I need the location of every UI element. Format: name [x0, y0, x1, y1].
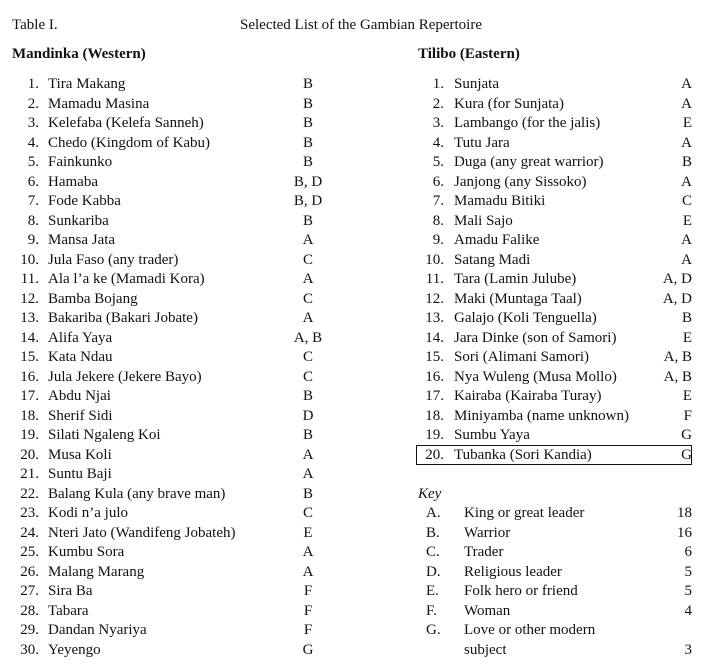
- list-item: [418, 134, 692, 154]
- key-section: [418, 484, 692, 660]
- item-name: Jula Jekere (Jekere Bayo): [48, 368, 202, 385]
- list-item: [418, 407, 692, 427]
- key-letter: B.: [426, 524, 440, 541]
- key-count: 18: [677, 505, 692, 521]
- item-name: Suntu Baji: [48, 466, 112, 482]
- item-number: 7.: [432, 193, 444, 209]
- item-category: B: [681, 154, 692, 170]
- item-name: Fainkunko: [48, 154, 113, 170]
- list-item: [418, 446, 692, 466]
- item-category: A: [302, 232, 314, 248]
- item-number: 19.: [425, 427, 444, 443]
- item-number: 4.: [432, 134, 444, 151]
- key-label: Love or other modern subject: [464, 622, 596, 658]
- item-number: 2.: [27, 95, 39, 112]
- list-item: [12, 641, 322, 661]
- item-category: A, B: [663, 349, 692, 365]
- list-item: [12, 309, 322, 329]
- item-category: B: [302, 134, 313, 151]
- item-name: Tabara: [48, 602, 89, 619]
- item-name: Musa Koli: [48, 446, 112, 463]
- list-item: [418, 309, 692, 329]
- item-number: 11.: [425, 271, 444, 287]
- item-name: Dandan Nyariya: [48, 622, 147, 638]
- list-item: [12, 465, 322, 485]
- item-category: B: [302, 212, 313, 229]
- item-number: 3.: [432, 115, 444, 131]
- item-category: F: [683, 407, 692, 424]
- list-item: [12, 270, 322, 290]
- item-name: Bakariba (Bakari Jobate): [48, 310, 198, 326]
- item-number: 6.: [27, 173, 39, 190]
- mandinka-column: [12, 45, 322, 660]
- item-category: B: [302, 388, 313, 404]
- item-number: 22.: [20, 485, 39, 502]
- item-name: Tubanka (Sori Kandia): [454, 446, 592, 463]
- item-number: 18.: [425, 407, 444, 424]
- list-item: [12, 387, 322, 407]
- list-item: [12, 621, 322, 641]
- key-letter: E.: [426, 583, 439, 599]
- key-item: [418, 563, 692, 583]
- item-name: Amadu Falike: [454, 232, 540, 248]
- item-number: 16.: [20, 368, 39, 385]
- item-number: 11.: [20, 271, 39, 287]
- item-name: Tutu Jara: [454, 134, 510, 151]
- item-number: 4.: [27, 134, 39, 151]
- list-item: [12, 485, 322, 505]
- item-category: C: [302, 290, 313, 307]
- key-count: 5: [684, 583, 692, 599]
- list-item: [12, 504, 322, 524]
- item-name: Bamba Bojang: [48, 290, 138, 307]
- item-number: 13.: [425, 310, 444, 326]
- list-item: [12, 231, 322, 251]
- item-name: Jula Faso (any trader): [48, 251, 179, 268]
- mandinka-list: [12, 75, 322, 660]
- item-number: 21.: [20, 466, 39, 482]
- item-number: 20.: [20, 446, 39, 463]
- item-number: 10.: [20, 251, 39, 268]
- item-name: Malang Marang: [48, 563, 145, 580]
- item-category: A: [302, 446, 314, 463]
- key-count: 3: [684, 641, 692, 658]
- item-name: Chedo (Kingdom of Kabu): [48, 134, 211, 151]
- key-count: 5: [684, 563, 692, 580]
- item-number: 14.: [20, 329, 39, 346]
- item-number: 15.: [425, 349, 444, 365]
- item-number: 15.: [20, 349, 39, 365]
- item-category: C: [302, 505, 313, 521]
- item-name: Kairaba (Kairaba Turay): [454, 388, 602, 404]
- table-number: Table I.: [12, 17, 58, 33]
- item-name: Sherif Sidi: [48, 407, 113, 424]
- item-number: 30.: [20, 641, 39, 658]
- item-category: A: [302, 544, 314, 560]
- list-item: [12, 329, 322, 349]
- mandinka-heading: Mandinka (Western): [12, 46, 146, 62]
- list-item: [12, 426, 322, 446]
- item-number: 19.: [20, 427, 39, 443]
- list-item: [12, 75, 322, 95]
- list-item: [418, 95, 692, 115]
- item-number: 26.: [20, 563, 39, 580]
- item-category: A: [681, 232, 692, 248]
- item-category: G: [302, 641, 314, 658]
- item-name: Miniyamba (name unknown): [454, 407, 629, 424]
- item-category: G: [681, 427, 692, 443]
- item-category: D: [302, 407, 314, 424]
- item-category: B: [302, 76, 313, 92]
- list-item: [418, 173, 692, 193]
- list-item: [12, 153, 322, 173]
- list-item: [12, 114, 322, 134]
- key-letter: A.: [426, 505, 441, 521]
- key-label: Trader: [464, 544, 504, 560]
- key-item: [418, 621, 692, 660]
- item-category: A: [681, 95, 692, 112]
- list-item: [418, 153, 692, 173]
- item-category: G: [681, 446, 692, 463]
- list-item: [418, 290, 692, 310]
- item-name: Kelefaba (Kelefa Sanneh): [48, 115, 204, 131]
- item-category: E: [303, 524, 313, 541]
- item-name: Tara (Lamin Julube): [454, 271, 577, 287]
- item-category: A: [681, 134, 692, 151]
- item-category: C: [681, 193, 692, 209]
- list-item: [12, 543, 322, 563]
- item-number: 5.: [432, 154, 444, 170]
- list-item: [12, 95, 322, 115]
- list-item: [418, 387, 692, 407]
- key-item: [418, 524, 692, 544]
- list-item: [12, 368, 322, 388]
- item-name: Mali Sajo: [454, 212, 513, 229]
- item-category: E: [682, 388, 692, 404]
- item-name: Galajo (Koli Tenguella): [454, 310, 597, 326]
- key-letter: D.: [426, 563, 441, 580]
- list-item: [418, 348, 692, 368]
- item-name: Sira Ba: [48, 583, 93, 599]
- item-name: Mamadu Bitiki: [454, 193, 546, 209]
- item-name: Balang Kula (any brave man): [48, 485, 226, 502]
- item-number: 1.: [432, 76, 444, 92]
- item-name: Lambango (for the jalis): [454, 115, 601, 131]
- item-number: 3.: [27, 115, 39, 131]
- item-name: Tira Makang: [48, 76, 126, 92]
- item-number: 10.: [425, 251, 444, 268]
- item-number: 9.: [432, 232, 444, 248]
- item-number: 27.: [20, 583, 39, 599]
- key-label: Folk hero or friend: [464, 583, 578, 599]
- item-name: Sunjata: [454, 76, 499, 92]
- item-number: 24.: [20, 524, 39, 541]
- list-item: [12, 407, 322, 427]
- item-number: 2.: [432, 95, 444, 112]
- key-letter: C.: [426, 544, 440, 560]
- key-label: Warrior: [464, 524, 511, 541]
- item-category: B: [302, 115, 313, 131]
- item-number: 28.: [20, 602, 39, 619]
- item-category: A: [681, 251, 692, 268]
- key-count: 4: [684, 602, 692, 619]
- list-item: [12, 134, 322, 154]
- item-name: Kata Ndau: [48, 349, 113, 365]
- item-category: B: [302, 427, 313, 443]
- item-number: 17.: [425, 388, 444, 404]
- item-category: A, D: [662, 290, 692, 307]
- item-category: C: [302, 251, 313, 268]
- item-name: Kodi n’a julo: [48, 505, 128, 521]
- item-name: Kura (for Sunjata): [454, 95, 564, 112]
- item-category: A: [302, 563, 314, 580]
- item-category: F: [303, 583, 313, 599]
- item-category: A: [681, 76, 692, 92]
- key-letter: F.: [426, 602, 437, 619]
- list-item: [12, 582, 322, 602]
- item-category: C: [302, 368, 313, 385]
- item-name: Kumbu Sora: [48, 544, 125, 560]
- item-category: A, B: [293, 329, 323, 346]
- item-number: 16.: [425, 368, 444, 385]
- list-item: [12, 348, 322, 368]
- list-item: [418, 114, 692, 134]
- table-title: Selected List of the Gambian Repertoire: [240, 17, 482, 33]
- item-number: 9.: [27, 232, 39, 248]
- tilibo-heading: Tilibo (Eastern): [418, 46, 520, 62]
- item-category: B: [302, 154, 313, 170]
- item-name: Satang Madi: [454, 251, 531, 268]
- item-number: 17.: [20, 388, 39, 404]
- list-item: [418, 368, 692, 388]
- list-item: [418, 426, 692, 446]
- item-name: Duga (any great warrior): [454, 154, 604, 170]
- list-item: [12, 563, 322, 583]
- list-item: [12, 446, 322, 466]
- item-name: Sori (Alimani Samori): [454, 349, 589, 365]
- item-category: A, D: [662, 271, 692, 287]
- item-category: A: [302, 466, 314, 482]
- item-number: 12.: [20, 290, 39, 307]
- item-number: 25.: [20, 544, 39, 560]
- list-item: [12, 212, 322, 232]
- key-label: King or great leader: [464, 505, 585, 521]
- key-letter: G.: [426, 622, 441, 638]
- item-name: Hamaba: [48, 173, 98, 190]
- item-number: 14.: [425, 329, 444, 346]
- item-name: Sumbu Yaya: [454, 427, 530, 443]
- tilibo-column: [418, 45, 692, 465]
- list-item: [12, 192, 322, 212]
- item-name: Maki (Muntaga Taal): [454, 290, 582, 307]
- key-count: 6: [684, 544, 692, 560]
- item-category: C: [302, 349, 313, 365]
- item-name: Fode Kabba: [48, 193, 121, 209]
- item-name: Yeyengo: [48, 641, 101, 658]
- item-number: 29.: [20, 622, 39, 638]
- item-category: F: [303, 622, 313, 638]
- list-item: [418, 251, 692, 271]
- key-count: 16: [677, 524, 692, 541]
- key-item: [418, 504, 692, 524]
- item-category: B: [681, 310, 692, 326]
- list-item: [418, 329, 692, 349]
- list-item: [418, 270, 692, 290]
- item-number: 23.: [20, 505, 39, 521]
- list-item: [418, 75, 692, 95]
- item-category: B: [302, 485, 313, 502]
- item-category: F: [303, 602, 313, 619]
- key-label: Religious leader: [464, 563, 562, 580]
- list-item: [418, 212, 692, 232]
- item-name: Janjong (any Sissoko): [454, 173, 587, 190]
- item-number: 7.: [27, 193, 39, 209]
- list-item: [418, 231, 692, 251]
- item-name: Abdu Njai: [48, 388, 111, 404]
- item-category: B, D: [293, 193, 323, 209]
- item-number: 13.: [20, 310, 39, 326]
- item-category: E: [682, 329, 692, 346]
- item-number: 6.: [432, 173, 444, 190]
- item-category: E: [682, 212, 692, 229]
- item-number: 20.: [425, 446, 444, 463]
- item-name: Nya Wuleng (Musa Mollo): [454, 368, 617, 385]
- key-item: [418, 602, 692, 622]
- list-item: [12, 290, 322, 310]
- key-heading: Key: [418, 486, 442, 502]
- item-number: 5.: [27, 154, 39, 170]
- item-name: Sunkariba: [48, 212, 109, 229]
- item-number: 1.: [27, 76, 39, 92]
- list-item: [12, 173, 322, 193]
- key-list: [418, 504, 692, 660]
- item-category: A: [302, 271, 314, 287]
- item-category: B: [302, 95, 313, 112]
- item-name: Silati Ngaleng Koi: [48, 427, 161, 443]
- key-label: Woman: [464, 602, 511, 619]
- item-category: A, B: [663, 368, 692, 385]
- item-category: A: [681, 173, 692, 190]
- key-item: [418, 582, 692, 602]
- item-name: Ala l’a ke (Mamadi Kora): [48, 271, 205, 287]
- list-item: [12, 251, 322, 271]
- item-number: 8.: [432, 212, 444, 229]
- item-name: Alifa Yaya: [48, 329, 113, 346]
- key-item: [418, 543, 692, 563]
- list-item: [12, 524, 322, 544]
- item-category: A: [302, 310, 314, 326]
- item-number: 18.: [20, 407, 39, 424]
- item-category: E: [682, 115, 692, 131]
- item-name: Mamadu Masina: [48, 95, 150, 112]
- item-name: Nteri Jato (Wandifeng Jobateh): [48, 524, 236, 541]
- item-number: 8.: [27, 212, 39, 229]
- list-item: [12, 602, 322, 622]
- list-item: [418, 192, 692, 212]
- item-name: Mansa Jata: [48, 232, 116, 248]
- item-category: B, D: [293, 173, 323, 190]
- item-number: 12.: [425, 290, 444, 307]
- item-name: Jara Dinke (son of Samori): [454, 329, 617, 346]
- tilibo-list: [418, 75, 692, 465]
